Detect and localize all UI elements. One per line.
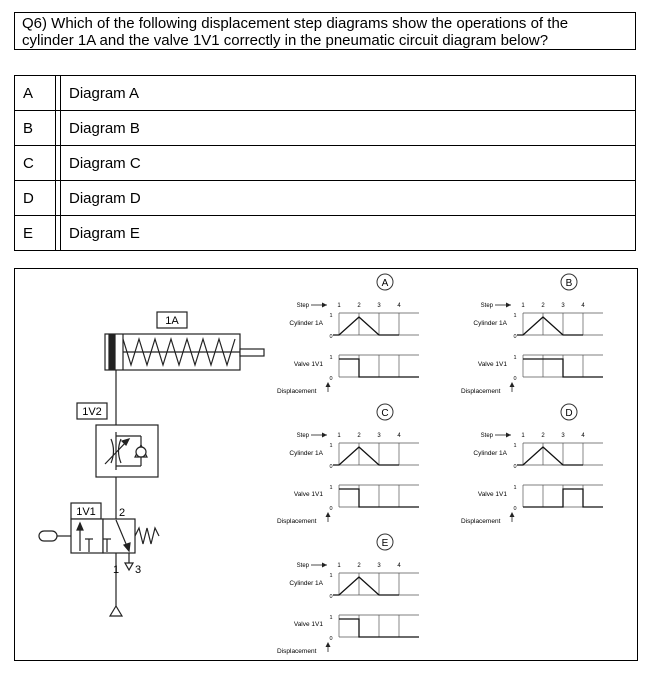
cylinder-label: Cylinder 1A	[473, 450, 507, 457]
diagram-letter: A	[381, 278, 389, 289]
level-zero: 0	[329, 636, 333, 642]
displacement-label: Displacement	[277, 648, 317, 655]
option-text: Diagram D	[61, 181, 636, 216]
step-number: 2	[357, 433, 361, 439]
displacement-arrowhead	[510, 382, 515, 387]
step-number: 1	[337, 563, 341, 569]
level-one: 1	[513, 485, 517, 491]
step-number: 2	[541, 303, 545, 309]
step-label: Step	[296, 563, 309, 569]
cylinder-trace	[517, 317, 583, 335]
step-number: 4	[397, 303, 401, 309]
option-row-e[interactable]	[15, 216, 636, 251]
level-one: 1	[329, 443, 333, 449]
step-number: 3	[561, 303, 565, 309]
flow-valve-label: 1V2	[82, 406, 102, 418]
step-number: 1	[521, 303, 525, 309]
level-one: 1	[329, 313, 333, 319]
option-letter: C	[15, 146, 56, 181]
step-number: 1	[521, 433, 525, 439]
step-number: 3	[377, 303, 381, 309]
level-one: 1	[329, 573, 333, 579]
port-2-label: 2	[119, 507, 126, 519]
level-one: 1	[513, 443, 517, 449]
diagram-letter: E	[381, 538, 389, 549]
level-zero: 0	[513, 376, 517, 382]
option-letter: D	[15, 181, 56, 216]
option-text: Diagram E	[61, 216, 636, 251]
cylinder-label: Cylinder 1A	[289, 320, 323, 327]
options-table	[14, 75, 636, 251]
pressure-source	[110, 606, 122, 616]
question-box	[14, 12, 636, 50]
option-row-d[interactable]	[15, 181, 636, 216]
displacement-arrowhead	[326, 512, 331, 517]
cylinder-label: Cylinder 1A	[473, 320, 507, 327]
step-number: 3	[377, 563, 381, 569]
cylinder-label: 1A	[165, 315, 179, 327]
diagram-letter: D	[565, 408, 573, 419]
step-number: 4	[397, 433, 401, 439]
displacement-label: Displacement	[461, 518, 501, 525]
valve-trace	[523, 359, 603, 377]
step-arrowhead	[322, 563, 327, 568]
displacement-arrowhead	[326, 642, 331, 647]
level-zero: 0	[513, 334, 517, 340]
cylinder-trace	[333, 317, 399, 335]
diagram-letter: B	[565, 278, 573, 289]
step-number: 1	[337, 303, 341, 309]
port-3-label: 3	[135, 564, 142, 576]
level-zero: 0	[329, 594, 333, 600]
step-number: 2	[357, 303, 361, 309]
step-number: 3	[377, 433, 381, 439]
diagram-c	[277, 404, 419, 525]
option-text: Diagram B	[61, 111, 636, 146]
diagram-e	[277, 534, 419, 655]
valve-label: 1V1	[76, 506, 96, 518]
figure-box	[14, 268, 638, 661]
figure-canvas	[15, 269, 637, 660]
valve-label: Valve 1V1	[293, 361, 323, 368]
step-arrowhead	[506, 433, 511, 438]
step-number: 4	[397, 563, 401, 569]
level-one: 1	[513, 313, 517, 319]
step-number: 2	[357, 563, 361, 569]
valve-label: Valve 1V1	[477, 491, 507, 498]
displacement-label: Displacement	[277, 388, 317, 395]
option-text: Diagram A	[61, 76, 636, 111]
step-label: Step	[480, 303, 493, 309]
valve-position-2	[103, 519, 135, 553]
valve-spring	[135, 528, 159, 544]
check-valve-ball	[136, 447, 146, 457]
cylinder-label: Cylinder 1A	[289, 450, 323, 457]
level-zero: 0	[329, 506, 333, 512]
displacement-label: Displacement	[461, 388, 501, 395]
level-one: 1	[329, 355, 333, 361]
pneumatic-circuit	[39, 312, 264, 616]
level-zero: 0	[329, 376, 333, 382]
piston-rod	[240, 349, 264, 356]
level-one: 1	[513, 355, 517, 361]
step-number: 4	[581, 433, 585, 439]
option-row-c[interactable]	[15, 146, 636, 181]
displacement-arrowhead	[510, 512, 515, 517]
cylinder-trace	[333, 577, 399, 595]
option-text: Diagram C	[61, 146, 636, 181]
actuator-button	[39, 531, 57, 541]
step-arrowhead	[322, 303, 327, 308]
cylinder-trace	[517, 447, 583, 465]
option-row-a[interactable]	[15, 76, 636, 111]
step-arrowhead	[506, 303, 511, 308]
diagram-b	[461, 274, 603, 395]
step-label: Step	[296, 303, 309, 309]
port-1-label: 1	[113, 564, 120, 576]
level-zero: 0	[513, 464, 517, 470]
step-diagrams	[277, 274, 603, 655]
level-one: 1	[329, 485, 333, 491]
option-row-b[interactable]	[15, 111, 636, 146]
step-number: 3	[561, 433, 565, 439]
valve-label: Valve 1V1	[293, 621, 323, 628]
cylinder-label: Cylinder 1A	[289, 580, 323, 587]
question-line-2: cylinder 1A and the valve 1V1 correctly in the pneumatic circuit diagram below?	[22, 32, 549, 49]
level-zero: 0	[329, 464, 333, 470]
step-number: 4	[581, 303, 585, 309]
level-zero: 0	[329, 334, 333, 340]
valve-position-1	[71, 519, 103, 553]
option-letter: A	[15, 76, 56, 111]
exhaust-symbol	[125, 563, 133, 570]
cylinder-trace	[333, 447, 399, 465]
step-number: 1	[337, 433, 341, 439]
displacement-arrowhead	[326, 382, 331, 387]
flow-control-valve	[96, 425, 158, 477]
step-arrowhead	[322, 433, 327, 438]
piston-rod-end	[109, 335, 115, 369]
diagram-d	[461, 404, 603, 525]
step-label: Step	[480, 433, 493, 439]
valve-trace	[523, 489, 603, 507]
diagram-letter: C	[381, 408, 389, 419]
option-letter: B	[15, 111, 56, 146]
displacement-label: Displacement	[277, 518, 317, 525]
diagram-a	[277, 274, 419, 395]
valve-label: Valve 1V1	[477, 361, 507, 368]
level-one: 1	[329, 615, 333, 621]
step-number: 2	[541, 433, 545, 439]
valve-label: Valve 1V1	[293, 491, 323, 498]
question-line-1: Q6) Which of the following displacement step diagrams show the operations of the	[22, 15, 569, 32]
option-letter: E	[15, 216, 56, 251]
step-label: Step	[296, 433, 309, 439]
level-zero: 0	[513, 506, 517, 512]
